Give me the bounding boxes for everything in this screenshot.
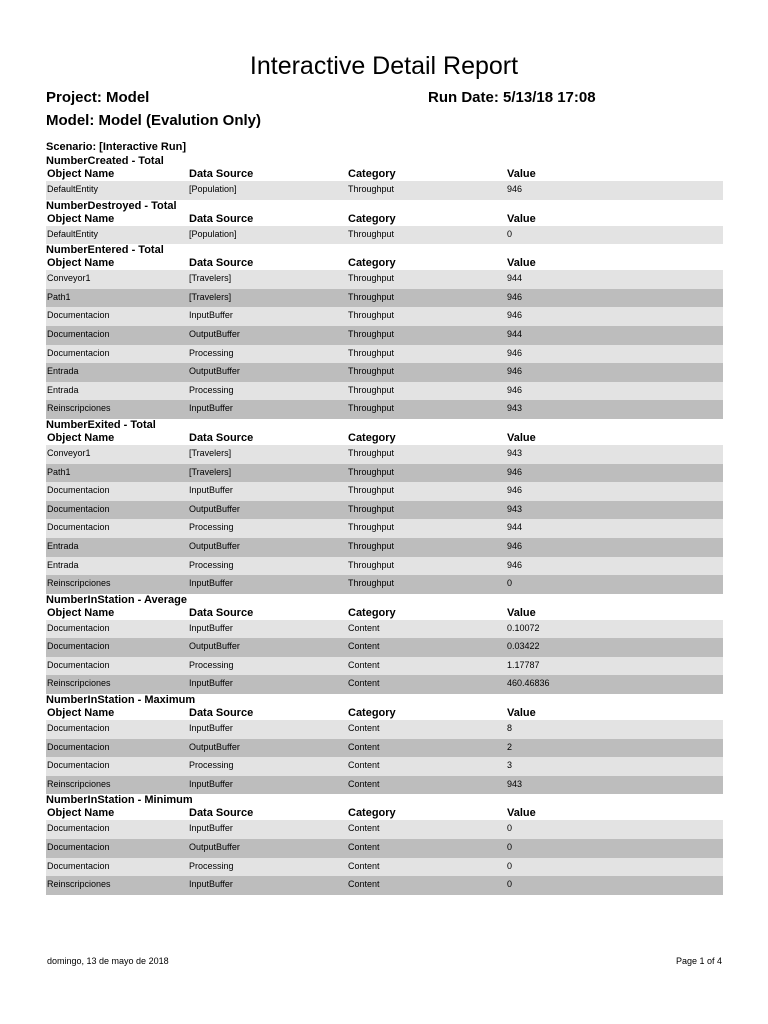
table-row (46, 720, 723, 739)
column-category-cell: Content (348, 842, 380, 853)
table-row (46, 858, 723, 877)
column-category-cell: Throughput (348, 328, 395, 339)
column-object-name-cell: Documentacion (47, 310, 110, 321)
column-object-name-cell: Entrada (47, 366, 79, 377)
column-object-name-header: Object Name (47, 807, 115, 820)
column-category-header: Category (348, 257, 396, 270)
column-header-row (46, 607, 723, 620)
column-data-source-cell: OutputBuffer (189, 328, 240, 339)
column-value-cell: 0.03422 (507, 641, 540, 652)
column-data-source-cell: InputBuffer (189, 823, 233, 834)
table-row (46, 501, 723, 520)
column-value-cell: 943 (507, 778, 523, 789)
table-row (46, 382, 723, 401)
table-row (46, 538, 723, 557)
column-value-cell: 0 (507, 578, 513, 589)
column-data-source-cell: Processing (189, 347, 234, 358)
column-value-header: Value (507, 807, 536, 820)
column-category-cell: Throughput (348, 485, 395, 496)
column-header-row (46, 257, 723, 270)
column-category-cell: Throughput (348, 578, 395, 589)
column-object-name-cell: DefaultEntity (47, 184, 99, 194)
column-value-header: Value (507, 257, 536, 270)
column-category-header: Category (348, 212, 396, 225)
table-row (46, 400, 723, 419)
column-category-cell: Content (348, 641, 380, 652)
column-category-cell: Throughput (348, 559, 395, 570)
table-row (46, 345, 723, 364)
column-data-source-cell: InputBuffer (189, 403, 233, 414)
section-title: NumberInStation - Average (46, 593, 187, 606)
column-object-name-cell: Conveyor1 (47, 273, 91, 284)
run-date: Run Date: 5/13/18 17:08 (428, 89, 596, 106)
column-data-source-cell: [Population] (189, 184, 237, 194)
column-value-cell: 946 (507, 347, 523, 358)
column-data-source-cell: OutputBuffer (189, 641, 240, 652)
column-data-source-header: Data Source (189, 707, 254, 720)
table-row (46, 638, 723, 657)
column-data-source-cell: Processing (189, 659, 234, 670)
column-data-source-cell: InputBuffer (189, 678, 233, 689)
column-value-cell: 2 (507, 741, 513, 752)
column-object-name-cell: Path1 (47, 291, 71, 302)
table-row (46, 575, 723, 594)
column-category-cell: Content (348, 678, 380, 689)
column-object-name-cell: Entrada (47, 559, 79, 570)
column-data-source-cell: OutputBuffer (189, 366, 240, 377)
column-object-name-cell: Conveyor1 (47, 447, 91, 458)
column-value-header: Value (507, 707, 536, 720)
column-header-row (46, 707, 723, 720)
column-value-header: Value (507, 212, 536, 225)
column-object-name-header: Object Name (47, 707, 115, 720)
table-row (46, 363, 723, 382)
column-data-source-cell: [Travelers] (189, 291, 232, 302)
table-row (46, 675, 723, 694)
column-object-name-cell: Documentacion (47, 622, 110, 633)
section-title: NumberInStation - Maximum (46, 694, 196, 707)
column-category-cell: Throughput (348, 273, 395, 284)
column-category-cell: Throughput (348, 522, 395, 533)
column-data-source-header: Data Source (189, 257, 254, 270)
column-category-cell: Content (348, 823, 380, 834)
column-data-source-header: Data Source (189, 431, 254, 444)
column-data-source-cell: [Travelers] (189, 273, 232, 284)
column-data-source-cell: Processing (189, 860, 234, 871)
column-data-source-cell: Processing (189, 559, 234, 570)
column-value-cell: 0 (507, 823, 513, 834)
table-row (46, 307, 723, 326)
column-value-cell: 0 (507, 860, 513, 871)
column-object-name-cell: Documentacion (47, 347, 110, 358)
column-object-name-header: Object Name (47, 257, 115, 270)
column-data-source-cell: InputBuffer (189, 578, 233, 589)
column-value-cell: 946 (507, 366, 523, 377)
column-object-name-header: Object Name (47, 212, 115, 225)
column-object-name-cell: Reinscripciones (47, 879, 111, 890)
column-category-cell: Throughput (348, 228, 395, 239)
column-category-cell: Throughput (348, 366, 395, 377)
column-data-source-cell: [Travelers] (189, 466, 232, 477)
section-title: NumberDestroyed - Total (46, 199, 177, 212)
footer-page-number: Page 1 of 4 (675, 956, 722, 966)
table-row (46, 776, 723, 795)
column-value-cell: 946 (507, 184, 523, 194)
column-object-name-header: Object Name (47, 168, 115, 180)
column-object-name-cell: Reinscripciones (47, 778, 111, 789)
column-object-name-cell: Documentacion (47, 522, 110, 533)
column-object-name-cell: Reinscripciones (47, 578, 111, 589)
column-value-cell: 946 (507, 466, 523, 477)
column-category-cell: Throughput (348, 447, 395, 458)
table-row (46, 482, 723, 501)
column-data-source-cell: [Population] (189, 228, 237, 239)
column-value-cell: 943 (507, 403, 523, 414)
column-value-header: Value (507, 168, 536, 180)
column-data-source-cell: InputBuffer (189, 879, 233, 890)
column-object-name-cell: Reinscripciones (47, 403, 111, 414)
column-value-cell: 0 (507, 842, 513, 853)
table-row (46, 657, 723, 676)
table-row (46, 181, 723, 200)
column-object-name-cell: Entrada (47, 384, 79, 395)
column-category-cell: Content (348, 879, 380, 890)
column-category-cell: Throughput (348, 466, 395, 477)
table-row (46, 557, 723, 576)
column-category-cell: Throughput (348, 310, 395, 321)
column-data-source-cell: OutputBuffer (189, 540, 240, 551)
column-data-source-cell: InputBuffer (189, 778, 233, 789)
column-category-cell: Throughput (348, 291, 395, 302)
column-category-cell: Throughput (348, 384, 395, 395)
column-value-cell: 943 (507, 447, 523, 458)
column-value-cell: 944 (507, 328, 523, 339)
column-object-name-cell: DefaultEntity (47, 228, 99, 239)
column-value-cell: 946 (507, 310, 523, 321)
column-object-name-cell: Documentacion (47, 760, 110, 771)
column-data-source-cell: OutputBuffer (189, 842, 240, 853)
column-object-name-cell: Documentacion (47, 741, 110, 752)
section-title: NumberInStation - Minimum (46, 794, 193, 807)
column-header-row (46, 213, 723, 226)
column-data-source-header: Data Source (189, 606, 254, 619)
column-object-name-cell: Documentacion (47, 823, 110, 834)
column-value-cell: 946 (507, 291, 523, 302)
report-body (46, 155, 723, 895)
column-value-cell: 8 (507, 723, 513, 734)
table-row (46, 739, 723, 758)
column-data-source-cell: [Travelers] (189, 447, 232, 458)
column-category-cell: Throughput (348, 503, 395, 514)
column-value-cell: 1.17787 (507, 659, 540, 670)
table-row (46, 270, 723, 289)
column-data-source-cell: Processing (189, 760, 234, 771)
scenario-label: Scenario: [Interactive Run] (46, 141, 186, 153)
column-category-cell: Content (348, 760, 380, 771)
column-category-cell: Throughput (348, 184, 395, 194)
column-data-source-header: Data Source (189, 168, 254, 180)
column-value-cell: 0.10072 (507, 622, 540, 633)
column-data-source-cell: OutputBuffer (189, 741, 240, 752)
column-object-name-header: Object Name (47, 431, 115, 444)
table-row (46, 757, 723, 776)
table-row (46, 326, 723, 345)
column-value-cell: 946 (507, 540, 523, 551)
column-category-cell: Content (348, 778, 380, 789)
column-category-cell: Content (348, 741, 380, 752)
column-value-cell: 3 (507, 760, 513, 771)
column-object-name-cell: Documentacion (47, 860, 110, 871)
column-data-source-cell: InputBuffer (189, 310, 233, 321)
column-value-cell: 943 (507, 503, 523, 514)
column-object-name-cell: Documentacion (47, 485, 110, 496)
model-label: Model: Model (Evalution Only) (46, 112, 261, 129)
column-data-source-header: Data Source (189, 212, 254, 225)
column-value-cell: 0 (507, 228, 513, 239)
column-category-header: Category (348, 807, 396, 820)
column-value-cell: 946 (507, 559, 523, 570)
column-category-cell: Content (348, 622, 380, 633)
column-value-header: Value (507, 431, 536, 444)
column-category-header: Category (348, 431, 396, 444)
table-row (46, 226, 723, 245)
column-object-name-cell: Documentacion (47, 659, 110, 670)
table-row (46, 519, 723, 538)
column-category-header: Category (348, 168, 396, 180)
column-value-cell: 946 (507, 384, 523, 395)
column-category-cell: Content (348, 723, 380, 734)
column-data-source-cell: InputBuffer (189, 622, 233, 633)
column-category-cell: Content (348, 659, 380, 670)
column-category-cell: Throughput (348, 540, 395, 551)
column-data-source-cell: Processing (189, 522, 234, 533)
table-row (46, 820, 723, 839)
column-value-cell: 944 (507, 273, 523, 284)
table-row (46, 289, 723, 308)
project-label: Project: Model (46, 89, 150, 106)
column-data-source-cell: InputBuffer (189, 485, 233, 496)
column-value-cell: 460.46836 (507, 678, 550, 689)
table-row (46, 464, 723, 483)
footer-date: domingo, 13 de mayo de 2018 (47, 956, 169, 966)
column-category-cell: Throughput (348, 347, 395, 358)
column-object-name-cell: Documentacion (47, 328, 110, 339)
column-object-name-cell: Documentacion (47, 503, 110, 514)
column-category-header: Category (348, 606, 396, 619)
table-row (46, 445, 723, 464)
column-value-cell: 946 (507, 485, 523, 496)
column-object-name-cell: Documentacion (47, 842, 110, 853)
table-row (46, 839, 723, 858)
column-header-row (46, 432, 723, 445)
column-object-name-cell: Reinscripciones (47, 678, 111, 689)
column-object-name-cell: Documentacion (47, 641, 110, 652)
column-data-source-cell: OutputBuffer (189, 503, 240, 514)
column-category-cell: Content (348, 860, 380, 871)
column-data-source-cell: InputBuffer (189, 723, 233, 734)
column-value-header: Value (507, 606, 536, 619)
table-row (46, 620, 723, 639)
column-category-header: Category (348, 707, 396, 720)
column-value-cell: 944 (507, 522, 523, 533)
section-title: NumberExited - Total (46, 418, 156, 431)
section-title: NumberEntered - Total (46, 244, 164, 257)
column-object-name-cell: Path1 (47, 466, 71, 477)
table-row (46, 876, 723, 895)
column-object-name-header: Object Name (47, 606, 115, 619)
column-category-cell: Throughput (348, 403, 395, 414)
column-data-source-header: Data Source (189, 807, 254, 820)
column-header-row (46, 168, 723, 181)
column-object-name-cell: Documentacion (47, 723, 110, 734)
column-header-row (46, 807, 723, 820)
column-object-name-cell: Entrada (47, 540, 79, 551)
section-title: NumberCreated - Total (46, 155, 164, 167)
column-value-cell: 0 (507, 879, 513, 890)
column-data-source-cell: Processing (189, 384, 234, 395)
report-title: Interactive Detail Report (249, 52, 519, 80)
